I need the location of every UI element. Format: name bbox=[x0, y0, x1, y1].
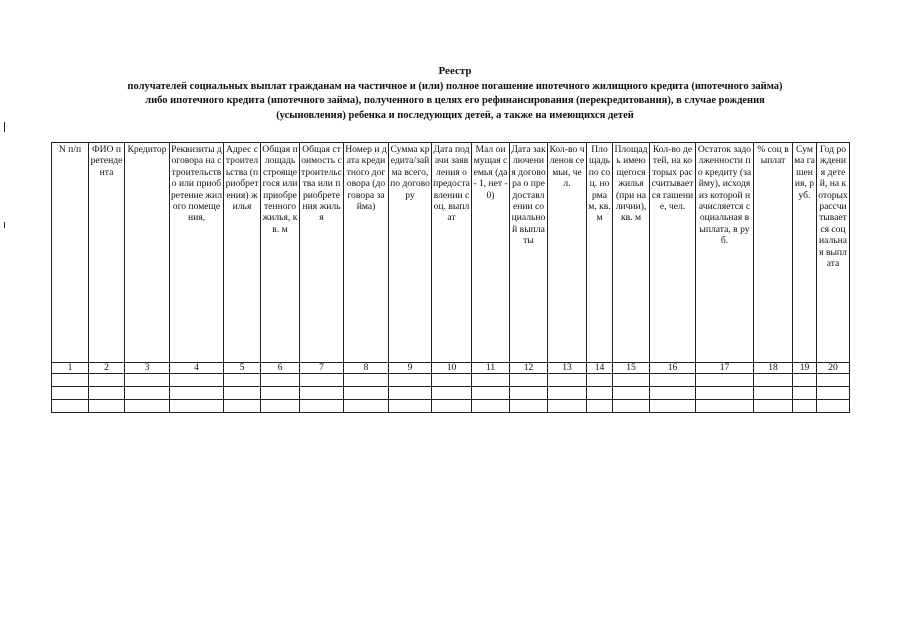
empty-cell bbox=[696, 374, 754, 387]
column-number: 11 bbox=[472, 363, 510, 374]
column-number: 4 bbox=[170, 363, 224, 374]
column-header: Сумма кредита/займа всего, по договору bbox=[389, 143, 432, 363]
column-number-row bbox=[52, 363, 850, 374]
column-header: Кол-во детей, на которых рассчитывается гашение, чел. bbox=[650, 143, 696, 363]
empty-cell bbox=[52, 387, 89, 400]
empty-cell bbox=[548, 374, 587, 387]
empty-cell bbox=[125, 400, 170, 413]
empty-cell bbox=[125, 374, 170, 387]
empty-cell bbox=[696, 387, 754, 400]
empty-cell bbox=[587, 374, 613, 387]
column-number: 16 bbox=[650, 363, 696, 374]
empty-cell bbox=[170, 400, 224, 413]
registry-table bbox=[51, 142, 850, 413]
empty-cell bbox=[793, 374, 817, 387]
column-header: Номер и дата кредитного договора (договора займа) bbox=[344, 143, 389, 363]
document-subtitle-line: (усыновления) ребенка и последующих детей, а также на имеющихся детей bbox=[276, 109, 634, 121]
empty-cell bbox=[817, 374, 850, 387]
empty-cell bbox=[89, 387, 125, 400]
empty-cell bbox=[389, 374, 432, 387]
column-header: Кредитор bbox=[125, 143, 170, 363]
column-header: Остаток задолженности по кредиту (займу), исходя из которой начисляется социальная выплата, в руб. bbox=[696, 143, 754, 363]
column-number: 1 bbox=[52, 363, 89, 374]
empty-cell bbox=[389, 387, 432, 400]
binding-mark bbox=[4, 222, 5, 228]
empty-cell bbox=[432, 374, 472, 387]
column-header: Мал оимущая семья (да - 1, нет - 0) bbox=[472, 143, 510, 363]
empty-cell bbox=[300, 400, 344, 413]
column-header: Площадь по соц. норма м, кв. м bbox=[587, 143, 613, 363]
column-header: Адрес строительства (приобретения) жилья bbox=[224, 143, 261, 363]
empty-cell bbox=[793, 387, 817, 400]
column-number: 5 bbox=[224, 363, 261, 374]
empty-cell bbox=[754, 374, 793, 387]
empty-cell bbox=[587, 400, 613, 413]
empty-cell bbox=[613, 387, 650, 400]
empty-cell bbox=[548, 400, 587, 413]
empty-row bbox=[52, 374, 850, 387]
column-header: Общая стоимость строительства или приобретения жилья bbox=[300, 143, 344, 363]
column-header: Дата заключения договора о предоставлении социальной выплаты bbox=[510, 143, 548, 363]
empty-cell bbox=[650, 400, 696, 413]
column-number: 18 bbox=[754, 363, 793, 374]
empty-cell bbox=[754, 400, 793, 413]
empty-cell bbox=[548, 387, 587, 400]
document-subtitle-line: либо ипотечного кредита (ипотечного займа), полученного в целях его рефинансирования (перекредитования), в случае рождения bbox=[145, 95, 765, 106]
column-number: 17 bbox=[696, 363, 754, 374]
empty-cell bbox=[510, 387, 548, 400]
empty-row bbox=[52, 400, 850, 413]
empty-cell bbox=[650, 387, 696, 400]
empty-cell bbox=[472, 400, 510, 413]
column-number: 2 bbox=[89, 363, 125, 374]
empty-cell bbox=[224, 387, 261, 400]
column-header: ФИО претендента bbox=[89, 143, 125, 363]
column-header: Площадь имеющегося жилья (при наличии), кв. м bbox=[613, 143, 650, 363]
column-number: 19 bbox=[793, 363, 817, 374]
empty-cell bbox=[170, 387, 224, 400]
column-header: Реквизиты договора на строительство или приобретение жилого помещения, bbox=[170, 143, 224, 363]
empty-cell bbox=[613, 400, 650, 413]
column-number: 7 bbox=[300, 363, 344, 374]
empty-row bbox=[52, 387, 850, 400]
column-number: 8 bbox=[344, 363, 389, 374]
empty-cell bbox=[793, 400, 817, 413]
empty-cell bbox=[52, 400, 89, 413]
empty-cell bbox=[344, 400, 389, 413]
empty-cell bbox=[344, 387, 389, 400]
column-header: N п/п bbox=[52, 143, 89, 363]
empty-cell bbox=[261, 374, 300, 387]
empty-cell bbox=[344, 374, 389, 387]
column-number: 13 bbox=[548, 363, 587, 374]
header-row bbox=[52, 143, 850, 363]
empty-cell bbox=[432, 387, 472, 400]
column-number: 14 bbox=[587, 363, 613, 374]
empty-cell bbox=[696, 400, 754, 413]
empty-cell bbox=[224, 400, 261, 413]
column-header: Год рождения детей, на которых рассчитывается социальная выплата bbox=[817, 143, 850, 363]
empty-cell bbox=[89, 400, 125, 413]
empty-cell bbox=[817, 400, 850, 413]
empty-cell bbox=[389, 400, 432, 413]
empty-cell bbox=[224, 374, 261, 387]
empty-cell bbox=[587, 387, 613, 400]
empty-cell bbox=[170, 374, 224, 387]
document-title-block bbox=[40, 64, 870, 123]
column-number: 12 bbox=[510, 363, 548, 374]
empty-cell bbox=[52, 374, 89, 387]
column-header: Общая площадь строящегося или приобретенного жилья, кв. м bbox=[261, 143, 300, 363]
column-number: 10 bbox=[432, 363, 472, 374]
column-number: 15 bbox=[613, 363, 650, 374]
column-header: Дата подачи заявления о предоставлении соц. выплат bbox=[432, 143, 472, 363]
empty-cell bbox=[817, 387, 850, 400]
empty-cell bbox=[472, 374, 510, 387]
column-number: 3 bbox=[125, 363, 170, 374]
empty-cell bbox=[613, 374, 650, 387]
empty-cell bbox=[650, 374, 696, 387]
empty-cell bbox=[261, 387, 300, 400]
column-header: Сумма гашения, руб. bbox=[793, 143, 817, 363]
empty-cell bbox=[89, 374, 125, 387]
empty-cell bbox=[261, 400, 300, 413]
empty-cell bbox=[300, 387, 344, 400]
empty-cell bbox=[472, 387, 510, 400]
document-title: Реестр bbox=[438, 65, 472, 77]
empty-cell bbox=[510, 374, 548, 387]
empty-cell bbox=[125, 387, 170, 400]
empty-cell bbox=[510, 400, 548, 413]
empty-cell bbox=[300, 374, 344, 387]
column-number: 20 bbox=[817, 363, 850, 374]
column-header: Кол-во членов семьи, чел. bbox=[548, 143, 587, 363]
binding-mark bbox=[4, 122, 5, 132]
column-number: 9 bbox=[389, 363, 432, 374]
empty-cell bbox=[432, 400, 472, 413]
column-header: % соц выплат bbox=[754, 143, 793, 363]
column-number: 6 bbox=[261, 363, 300, 374]
empty-cell bbox=[754, 387, 793, 400]
document-subtitle-line: получателей социальных выплат гражданам на частичное и (или) полное погашение ипотечного жилищного кредита (ипотечного займа) bbox=[127, 80, 783, 92]
